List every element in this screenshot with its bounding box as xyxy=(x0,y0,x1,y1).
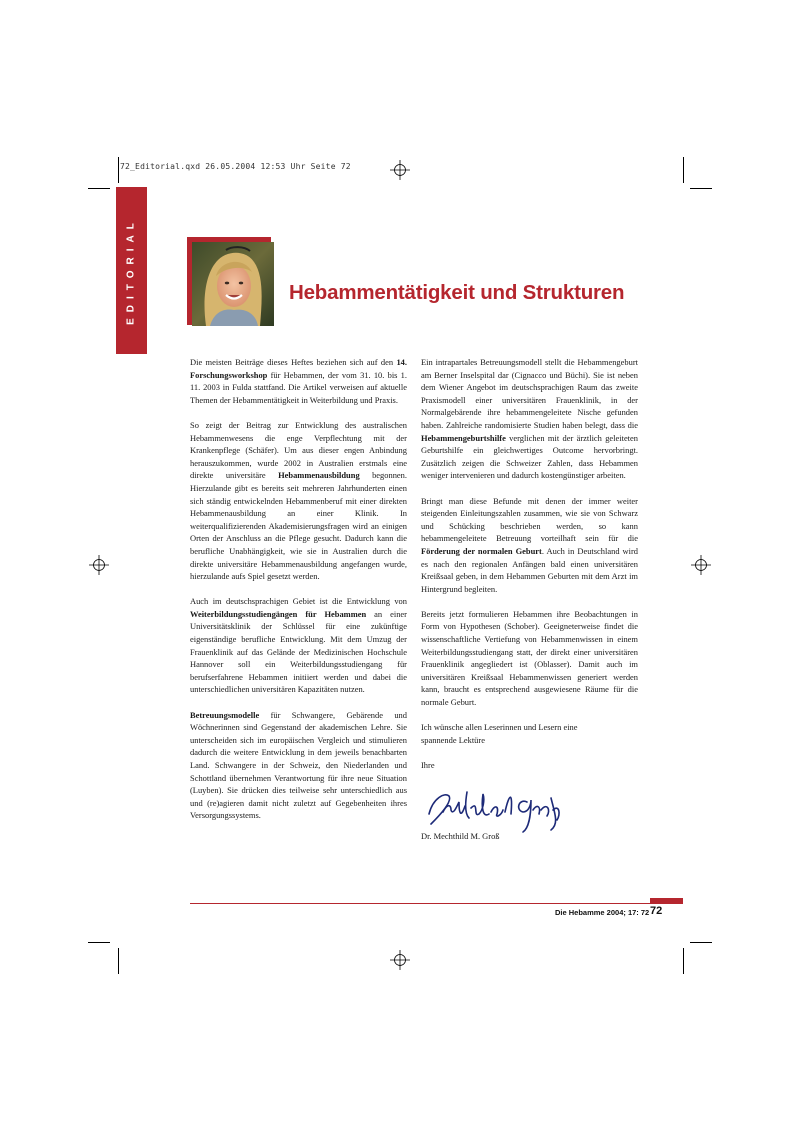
registration-mark-icon xyxy=(691,555,711,575)
closing-text: Ich wünsche allen Leserinnen und Lesern eine spannende Lektüre xyxy=(421,722,578,745)
crop-mark xyxy=(118,157,119,183)
journal-citation: Die Hebamme 2004; 17: 72 xyxy=(555,908,650,917)
registration-mark-icon xyxy=(390,950,410,970)
bold-term: Hebammengeburtshilfe xyxy=(421,432,506,443)
crop-mark xyxy=(88,942,110,943)
signature xyxy=(423,784,563,834)
print-slug: 72_Editorial.qxd 26.05.2004 12:53 Uhr Seite 72 xyxy=(120,162,351,171)
section-sidebar xyxy=(116,187,147,354)
paragraph: Bereits jetzt formulieren Hebammen ihre Beobachtungen in Form von Hypothesen (Schober). Geeigneterweise findet die wissenschaftliche Vertiefung von Hebammenwissen in einem Weiterbildungsstudiengang statt, der direkt einer universitären Frauenklinik angegliedert ist (Oblasser). Damit auch im universitären Kreißsaal Hebammenwissen generiert werden kann, braucht es entsprechend ausgewiesene Räume für die normale Geburt. xyxy=(421,608,638,708)
article-title: Hebammentätigkeit und Strukturen xyxy=(289,281,625,304)
author-photo xyxy=(192,242,274,326)
paragraph: Bringt man diese Befunde mit denen der immer weiter steigenden Einleitungszahlen zusammen, wie sie von Schwarz und Schücking beschrieben werden, so kann hebammengeleitete Betreuung vorteilhaft sein für die Förderung der normalen Geburt. Auch in Deutschland wird es nach den regionalen Anfängen bald einen universitären Kreißsaal geben, in dem Hebammen Geburten mit dem Arzt im Hintergrund begleiten. xyxy=(421,495,638,594)
bold-term: Förderung der normalen Geburt xyxy=(421,545,542,556)
text-column-left xyxy=(190,356,407,835)
crop-mark xyxy=(683,948,684,974)
footer-rule xyxy=(190,903,683,904)
paragraph: Auch im deutschsprachigen Gebiet ist die Entwicklung von Weiterbildungsstudiengängen für Hebammen an einer Universitätsklinik der Schlüssel für eine zukünftige eigenständige berufliche Entwicklung. Mit dem Umzug der Frauenklinik auf das Gelände der Medizinischen Hochschule Hannover soll ein Weiterbildungsstudiengang für berufserfahrene Hebammen initiiert werden und dabei die unterschiedlichen universitären Kapazitäten nutzen. xyxy=(190,596,407,695)
crop-mark xyxy=(690,942,712,943)
author-name: Dr. Mechthild M. Groß xyxy=(421,831,500,842)
paragraph: So zeigt der Beitrag zur Entwicklung des australischen Hebammenwesens die enge Verpflechtung mit der Krankenpflege (Schäfer). Um aus dieser engen Anbindung herauszukommen, wurde 2002 in Australien erstmals eine direkte universitäre Hebammenausbildung begonnen. Hierzulande gibt es bereits seit mehreren Jahrhunderten einen sich ständig entwickelnden Hebammenberuf mit einer direkten Hebammenausbildung an einer Klinik. In weiterqualifizierenden Akademisierungsfragen wird an einigen Orten der Anschluss an die Pflege gesucht. Dadurch kann die berufliche Unabhängigkeit, wie sie in Australien durch die direkte universitäre Hebammenausbildung angefangen wurde, hierzulande aufs Spiel gesetzt werden. xyxy=(190,419,407,582)
bold-term: Weiterbildungsstudiengängen für Hebammen xyxy=(190,608,367,619)
page-number: 72 xyxy=(650,905,663,917)
paragraph: Die meisten Beiträge dieses Heftes beziehen sich auf den 14. Forschungsworkshop für Hebammen, der vom 31. 10. bis 1. 11. 2003 in Fulda stattfand. Die Artikel verweisen auf aktuelle Themen der Hebammentätigkeit in Weiterbildung und Praxis. xyxy=(190,357,407,405)
crop-mark xyxy=(118,948,119,974)
crop-mark xyxy=(690,188,712,189)
bold-term: 14. Forschungsworkshop xyxy=(190,357,407,380)
text-column-right xyxy=(421,356,638,855)
salutation: Ihre xyxy=(421,760,435,770)
section-label: EDITORIAL xyxy=(125,217,137,325)
registration-mark-icon xyxy=(390,160,410,180)
crop-mark xyxy=(683,157,684,183)
registration-mark-icon xyxy=(89,555,109,575)
bold-term: Betreuungsmodelle xyxy=(190,709,260,720)
paragraph: Ein intrapartales Betreuungsmodell stellt die Hebammengeburt am Berner Inselspital dar (Cignacco und Büchi). Sie ist neben dem Wiener Angebot im deutschsprachigen Raum das zweite Praxismodell einer universitären Frauenklinik, in der Normalgebärende ihre hebammengeleitete Nische gefunden haben. Zahlreiche randomisierte Studien haben belegt, dass die Hebammengeburtshilfe verglichen mit der ärztlich geleiteten Geburtshilfe ein gleichwertiges Outcome hervorbringt. Zusätzlich zeigen die Schweizer Zahlen, dass Hebammen weniger intervenieren und dadurch kostengünstiger arbeiten. xyxy=(421,357,638,481)
paragraph: Betreuungsmodelle für Schwangere, Gebärende und Wöchnerinnen sind Gegenstand der akademischen Lehre. Sie unterscheiden sich im europäischen Vergleich und stimulieren dadurch die weitere Entwicklung in dem jeweils benachbarten Land. Schwangere in der Schweiz, den Niederlanden und Schottland übernehmen Verantwortung für ihre neue Situation (Luyben). Sie drücken dies teilweise sehr unterschiedlich aus und (re)agieren damit nicht zuletzt auf Gegebenheiten ihres Versorgungssystems. xyxy=(190,709,407,821)
crop-mark xyxy=(88,188,110,189)
bold-term: Hebammenausbildung xyxy=(278,470,360,481)
